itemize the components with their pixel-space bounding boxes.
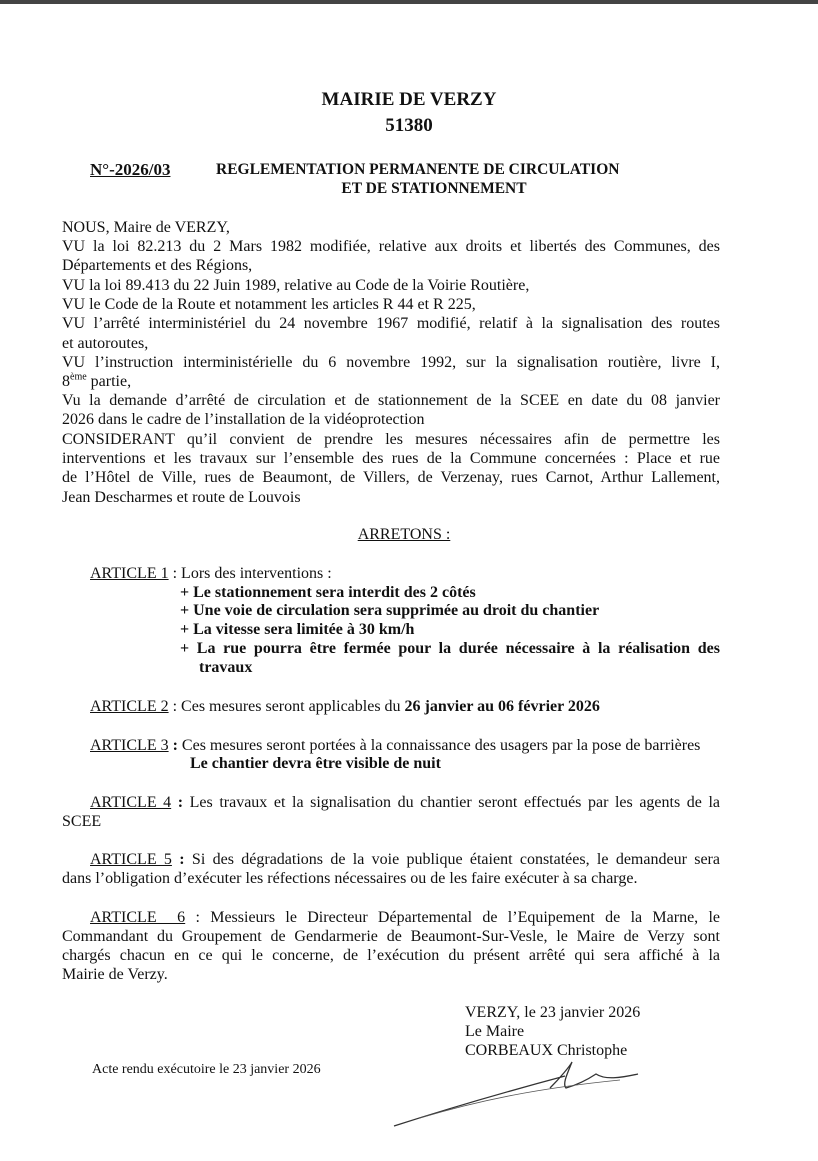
decree-heading-1: REGLEMENTATION PERMANENTE DE CIRCULATION	[216, 161, 620, 178]
handwritten-signature	[390, 1058, 650, 1130]
signature-name: CORBEAUX Christophe	[465, 1042, 628, 1059]
article-label: ARTICLE 3	[90, 737, 169, 754]
article-bullet: + Le stationnement sera interdit des 2 côtés	[180, 584, 476, 601]
article-text: : Lors des interventions :	[168, 565, 332, 582]
preamble-line: NOUS, Maire de VERZY,	[62, 219, 230, 236]
scan-edge	[0, 0, 818, 4]
preamble-line: VU l’arrêté interministériel du 24 novembre 1967 modifié, relatif à la signalisation des routes	[62, 315, 720, 332]
article-text: chargés chacun en ce qui le concerne, de l’exécution du présent arrêté qui sera affiché à la	[62, 947, 720, 964]
article-text: dans l’obligation d’exécuter les réfections nécessaires ou de les faire exécuter à sa charge.	[62, 870, 638, 887]
separator: :	[168, 737, 182, 754]
article-label: ARTICLE 6	[90, 909, 186, 926]
article-text: Le chantier devra être visible de nuit	[190, 755, 441, 772]
preamble-line: Départements et des Régions,	[62, 257, 253, 274]
article-text: Commandant du Groupement de Gendarmerie de Beaumont-Sur-Vesle, le Maire de Verzy sont	[62, 928, 720, 945]
preamble-line: VU l’instruction interministérielle du 6 novembre 1992, sur la signalisation routière, livre I,	[62, 354, 720, 371]
preamble-line: de l’Hôtel de Ville, rues de Beaumont, de Villers, de Verzenay, rues Carnot, Arthur Lallement,	[62, 469, 720, 486]
preamble-line: interventions et les travaux sur l’ensemble des rues de la Commune concernées : Place et rue	[62, 450, 720, 467]
article-text: Ces mesures seront portées à la connaissance des usagers par la pose de barrières	[181, 737, 701, 754]
preamble-text: partie,	[86, 373, 132, 390]
arretons-heading: ARRETONS :	[357, 526, 451, 543]
decree-heading-2: ET DE STATIONNEMENT	[341, 180, 527, 197]
preamble-line: et autoroutes,	[62, 335, 149, 352]
article-text: Si des dégradations de la voie publique étaient constatées, le demandeur sera	[191, 851, 720, 868]
signature-place-date: VERZY, le 23 janvier 2026	[465, 1004, 641, 1021]
article-label: ARTICLE 1	[90, 565, 169, 582]
article-label: ARTICLE 5	[90, 851, 172, 868]
decree-number: N°-2026/03	[90, 160, 171, 179]
preamble-line: VU la loi 82.213 du 2 Mars 1982 modifiée, relative aux droits et libertés des Communes, des	[62, 238, 720, 255]
article-bullet: + La rue pourra être fermée pour la durée nécessaire à la réalisation des	[180, 640, 720, 657]
postcode: 51380	[385, 115, 433, 136]
article-label: ARTICLE 2	[90, 698, 169, 715]
signature-role: Le Maire	[465, 1023, 525, 1040]
article-text: SCEE	[62, 813, 102, 830]
preamble-line: VU le Code de la Route et notamment les articles R 44 et R 225,	[62, 296, 476, 313]
article-2	[90, 697, 600, 716]
separator: :	[171, 851, 192, 868]
article-text: Mairie de Verzy.	[62, 966, 168, 983]
article-bullet: + La vitesse sera limitée à 30 km/h	[180, 621, 415, 638]
article-bullet: + Une voie de circulation sera supprimée au droit du chantier	[180, 602, 600, 619]
article-text: : Ces mesures seront applicables du	[168, 698, 405, 715]
ordinal: 8	[62, 373, 70, 390]
preamble-line: Vu la demande d’arrêté de circulation et de stationnement de la SCEE en date du 08 janvier	[62, 392, 720, 409]
article-bullet: travaux	[199, 659, 253, 676]
preamble-line: Jean Descharmes et route de Louvois	[62, 489, 301, 506]
article-text: : Messieurs le Directeur Départemental de l’Equipement de la Marne, le	[185, 909, 721, 926]
separator: :	[171, 794, 190, 811]
preamble-line: 2026 dans le cadre de l’installation de la vidéoprotection	[62, 411, 425, 428]
article-label: ARTICLE 4	[90, 794, 172, 811]
article-text: Les travaux et la signalisation du chantier seront effectués par les agents de la	[189, 794, 720, 811]
article-dates: 26 janvier au 06 février 2026	[404, 698, 600, 715]
preamble-line: CONSIDERANT qu’il convient de prendre les mesures nécessaires afin de permettre les	[62, 431, 720, 448]
document-title: MAIRIE DE VERZY	[321, 89, 497, 110]
ordinal-suffix: ème	[70, 371, 87, 383]
executory-note: Acte rendu exécutoire le 23 janvier 2026	[92, 1062, 321, 1077]
preamble-line	[62, 372, 131, 391]
preamble-line: VU la loi 89.413 du 22 Juin 1989, relative au Code de la Voirie Routière,	[62, 277, 530, 294]
